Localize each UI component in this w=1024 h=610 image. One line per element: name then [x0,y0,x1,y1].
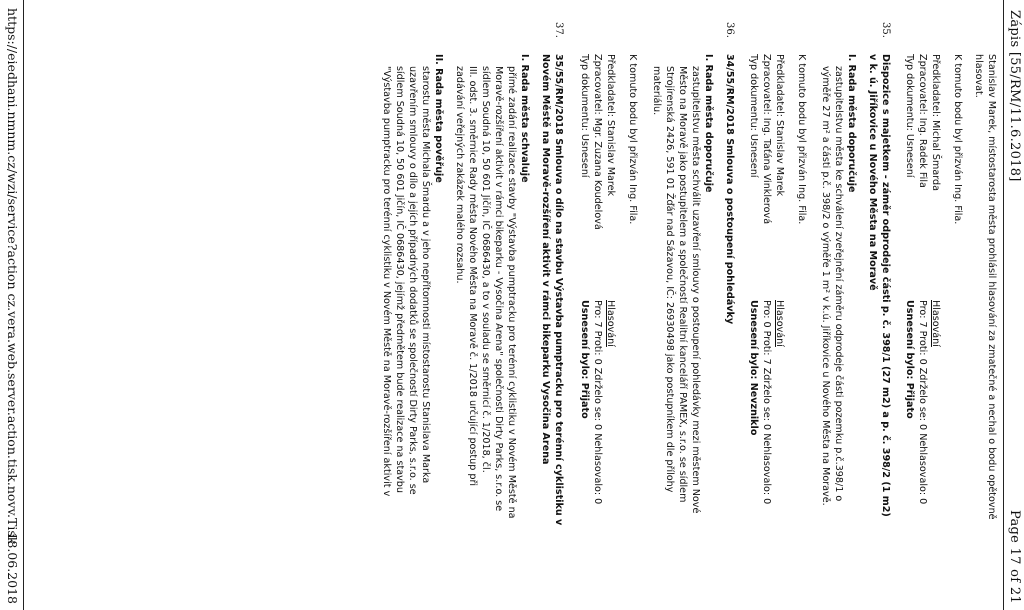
proposer: Předkladatel: Stanislav Marek [605,54,616,197]
present-note: K tomuto bodu byl přizván Ing. Fila. [796,54,807,225]
vote-counts: Pro: 7 Proti: 0 Zdrželo se: 0 Nehlasovalo: 0 [917,300,928,505]
vote-counts: Pro: 0 Proti: 7 Zdrželo se: 0 Nehlasovalo: 0 [761,300,772,505]
resolution-text: přímé zadání realizace stavby "Výstavba pumptracku pro terénní cyklistiku v Novém Městě na [506,66,517,519]
processor: Zpracovatel: Mgr. Zuzana Koudelová [592,54,603,230]
proposer: Předkladatel: Stanislav Marek [774,54,785,197]
vote-result: Usnesení bylo: Nevzniklo [748,300,759,436]
resolution-heading: I. Rada města doporučuje [703,54,714,193]
resolution-text: výměře 27 m² a části p.č. 398/2 o výměře 1 m² v k.ú. Jiříkovice u Nového Města na Moravě. [820,66,831,506]
intro-line: Stanislav Marek, místostarosta města prohlásil hlasování za zmatečné a nechal o bodu opětovně [986,54,997,520]
resolution-text: zastupitelstvu města schválit uzavření smlouvy o postoupení pohledávky mezi městem Nové [690,66,701,514]
resolution-text: "Výstavba pumptracku pro terénní cyklistiku v Novém Městě na Moravě-rozšíření aktivit v [381,66,392,497]
header-title: Zápis [55/RM/11.6.2018] [1007,10,1022,182]
resolution-text: III. odst. 3. směrnice Rady města Nového Města na Moravě č. 1/2018 určující postup při [467,66,478,487]
item-number: 36. [724,22,735,38]
resolution-heading: II. Rada města pověřuje [433,54,444,183]
item-number: 35. [880,22,891,38]
vote-heading: Hlasování [774,300,785,347]
vote-result: Usnesení bylo: Přijato [904,300,915,419]
resolution-text: materiálu. [651,66,662,116]
footer-url: https://eiedhani.nmnm.cz/wzi/service?action cz.vera.web.server.action.tisk.novv.Tisk [5,8,20,545]
proposer: Předkladatel: Michal Šmarda [930,54,941,191]
processor: Zpracovatel: Ing. Taťána Vinklerová [761,54,772,225]
resolution-text: sídlem Soudná 10, 50 601 Jičín, IČ 0686430, jejímž předmětem bude realizace na stavbu [394,66,405,493]
resolution-text: zastupitelstvu města ke schválení zveřejnění záměru odprodeje části pozemku p.č.398/1 o [833,66,844,502]
vote-counts: Pro: 7 Proti: 0 Zdrželo se: 0 Nehlasovalo: 0 [592,300,603,505]
vote-heading: Hlasování [605,300,616,347]
doc-type: Typ dokumentu: Usnesení [579,54,590,178]
resolution-heading: I. Rada města doporučuje [846,54,857,193]
vote-heading: Hlasování [930,300,941,347]
present-note: K tomuto bodu byl přizván Ing. Fila. [627,54,638,225]
footer-date: 18.06.2018 [5,532,20,604]
header-page-number: Page 17 of 21 [1007,510,1022,604]
doc-type: Typ dokumentu: Usnesení [904,54,915,178]
header-rule [1003,0,1004,610]
resolution-text: sídlem Soudná 10, 50 601 Jičín, IČ 0686430, a to v souladu se směrnicí č. 1/2018, čl. [480,66,491,473]
resolution-heading: I. Rada města schvaluje [519,54,530,183]
processor: Zpracovatel: Ing. Radek Fila [917,54,928,188]
item-number: 37. [553,22,564,38]
doc-type: Typ dokumentu: Usnesení [748,54,759,178]
vote-result: Usnesení bylo: Přijato [579,300,590,419]
item-title: 34/55/RM/2018 Smlouva o postoupení pohledávky [724,54,735,325]
item-title: 35/55/RM/2018 Smlouva o dílo na stavbu Výstavba pumptracku pro terénní cyklistiku v [553,54,564,526]
footer-rule [23,0,24,610]
intro-line: hlasovat. [973,54,984,98]
resolution-text: Moravě-rozšíření aktivit v rámci bikeparku - Vysočina Arena" společnosti Dirty Parks, s.r.o. se [493,66,504,512]
item-title: Novém Městě na Moravě-rozšíření aktivit v rámci bikeparku Vysočina Arena [540,54,551,465]
item-title: Dispozice s majetkem - záměr odprodeje části p. č. 398/1 (27 m2) a p. č. 398/2 (1 m2) [880,54,891,517]
resolution-text: uzavřením smlouvy o dílo a jejích případných dodatků se společností Dirty Parks, s.r.o. se [407,66,418,495]
resolution-text: starostu města Michala Šmardu a v jeho nepřítomnosti místostarostu Stanislava Marka [420,66,431,484]
resolution-text: Strojírenská 2426, 591 01 Žďár nad Sázavou, IČ: 26930498 jako postupníkem dle přílohy [664,66,675,493]
resolution-text: zadávání veřejných zakázek malého rozsahu. [454,66,465,284]
resolution-text: Město na Moravě jako postupitelem a společností Realitní kanceláří PAMEX, s.r.o. se sídlem [677,66,688,503]
item-title: v k. ú. Jiříkovice u Nového Města na Moravě [867,54,878,291]
present-note: K tomuto bodu byl přizván Ing. Fila. [952,54,963,225]
